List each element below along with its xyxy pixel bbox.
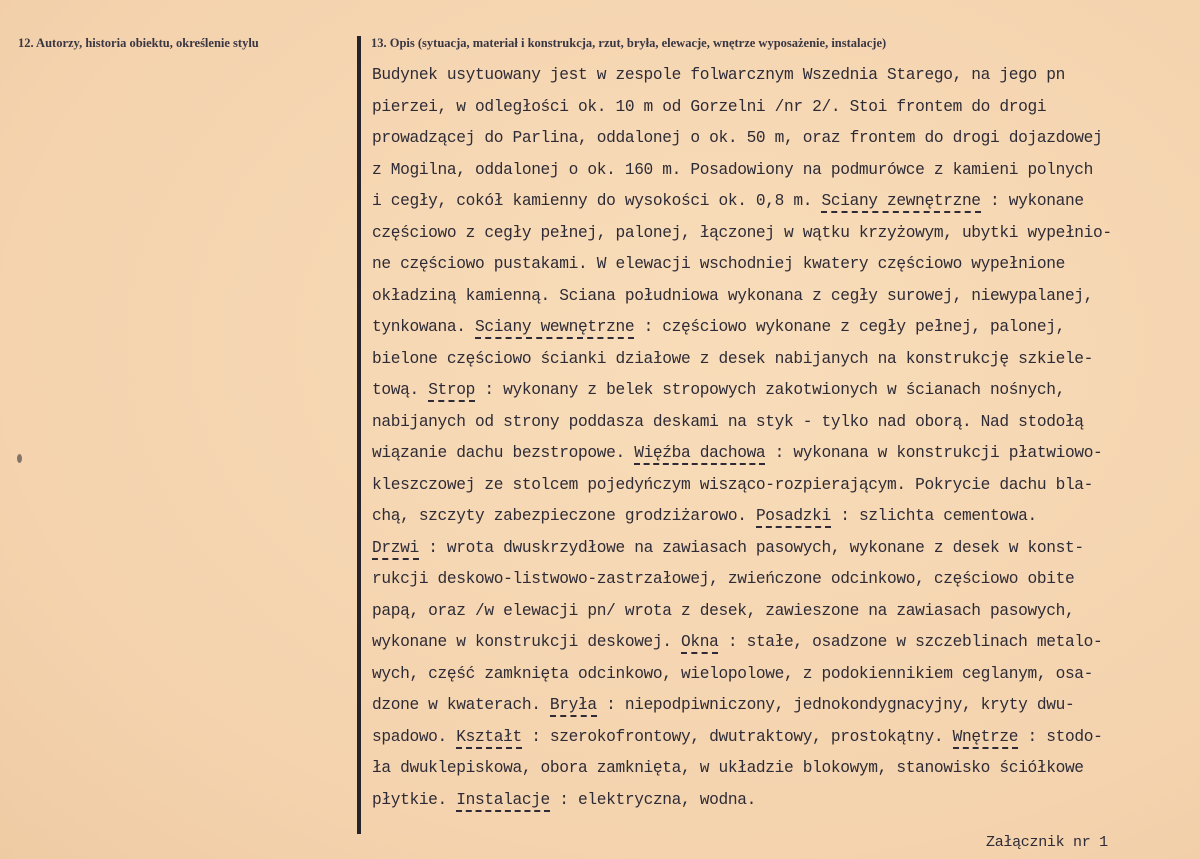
- text-segment: kleszczowej ze stolcem pojedyńczym wisząco-rozpierającym. Pokrycie dachu bla-: [372, 475, 1094, 494]
- text-segment: i cegły, cokół kamienny do wysokości ok. 0,8 m.: [372, 192, 822, 210]
- column-divider: [357, 36, 361, 834]
- text-line: [372, 501, 1162, 533]
- text-line: [372, 249, 1162, 281]
- description-text: [372, 60, 1162, 816]
- section-keyword: Instalacje: [456, 791, 550, 812]
- text-segment: dzone w kwaterach.: [372, 696, 550, 714]
- field-12-heading: 12. Autorzy, historia obiektu, określenie stylu: [18, 36, 259, 50]
- text-line: [372, 344, 1162, 376]
- section-keyword: Więźba dachowa: [634, 444, 765, 465]
- text-segment: wych, część zamknięta odcinkowo, wielopolowe, z podokiennikiem ceglanym, osa-: [372, 664, 1094, 683]
- text-line: [372, 375, 1162, 407]
- text-segment: : częściowo wykonane z cegły pełnej, palonej,: [634, 318, 1065, 336]
- text-line: [372, 722, 1162, 754]
- text-segment: wiązanie dachu bezstropowe.: [372, 444, 635, 462]
- section-keyword: Okna: [681, 633, 718, 654]
- section-keyword: Posadzki: [756, 507, 831, 528]
- text-segment: pierzei, w odległości ok. 10 m od Gorzelni /nr 2/. Stoi frontem do drogi: [372, 97, 1047, 116]
- text-segment: : wykonane: [980, 192, 1084, 210]
- text-segment: prowadzącej do Parlina, oddalonej o ok. 50 m, oraz frontem do drogi dojazdowej: [372, 129, 1103, 147]
- text-segment: okładziną kamienną. Sciana południowa wykonana z cegły surowej, niewypalanej,: [372, 286, 1094, 305]
- section-keyword: Strop: [428, 381, 475, 402]
- text-line: [372, 312, 1162, 344]
- text-line: [372, 123, 1162, 155]
- text-segment: : elektryczna, wodna.: [549, 790, 756, 809]
- text-segment: : szerokofrontowy, dwutraktowy, prostokątny.: [521, 727, 953, 746]
- section-keyword: Sciany zewnętrzne: [821, 192, 980, 213]
- text-segment: : wykonany z belek stropowych zakotwionych w ścianach nośnych,: [475, 381, 1065, 399]
- text-segment: ne częściowo pustakami. W elewacji wschodniej kwatery częściowo wypełnione: [372, 255, 1065, 273]
- text-line: [372, 155, 1162, 187]
- text-line: [372, 627, 1162, 659]
- text-line: [372, 407, 1162, 439]
- ink-smudge: [17, 454, 22, 463]
- text-segment: z Mogilna, oddalonej o ok. 160 m. Posadowiony na podmurówce z kamieni polnych: [372, 160, 1094, 179]
- text-segment: rukcji deskowo-listwowo-zastrzałowej, zwieńczone odcinkowo, częściowo obite: [372, 570, 1075, 588]
- text-segment: : wrota dwuskrzydłowe na zawiasach pasowych, wykonane z desek w konst-: [418, 538, 1084, 557]
- text-segment: papą, oraz /w elewacji pn/ wrota z desek, zawieszone na zawiasach pasowych,: [372, 601, 1075, 620]
- text-line: [372, 186, 1162, 218]
- section-keyword: Kształt: [456, 728, 522, 749]
- text-segment: tową.: [372, 381, 429, 399]
- text-segment: wykonane w konstrukcji deskowej.: [372, 633, 682, 651]
- text-segment: bielone częściowo ścianki działowe z desek nabijanych na konstrukcję szkiele-: [372, 349, 1094, 368]
- text-segment: ła dwuklepiskowa, obora zamknięta, w układzie blokowym, stanowisko ściółkowe: [372, 759, 1084, 777]
- text-segment: płytkie.: [372, 790, 457, 809]
- text-line: [372, 785, 1162, 817]
- text-segment: Budynek usytuowany jest w zespole folwarcznym Wszednia Starego, na jego pn: [372, 66, 1065, 84]
- section-keyword: Bryła: [550, 696, 597, 717]
- text-segment: chą, szczyty zabezpieczone grodziżarowo.: [372, 507, 756, 525]
- section-keyword: Wnętrze: [953, 728, 1019, 749]
- text-segment: : stałe, osadzone w szczeblinach metalo-: [718, 633, 1103, 651]
- text-line: [372, 533, 1162, 565]
- text-line: [372, 690, 1162, 722]
- text-line: [372, 92, 1162, 124]
- text-line: [372, 218, 1162, 250]
- section-keyword: Drzwi: [372, 539, 419, 560]
- text-segment: : stodo-: [1018, 727, 1103, 746]
- text-line: [372, 564, 1162, 596]
- text-line: [372, 659, 1162, 691]
- text-line: [372, 281, 1162, 313]
- text-segment: spadowo.: [372, 727, 457, 746]
- text-line: [372, 60, 1162, 92]
- text-line: [372, 753, 1162, 785]
- text-segment: częściowo z cegły pełnej, palonej, łączonej w wątku krzyżowym, ubytki wypełnio-: [372, 223, 1112, 242]
- text-line: [372, 470, 1162, 502]
- text-segment: : szlichta cementowa.: [830, 507, 1037, 525]
- text-segment: : wykonana w konstrukcji płatwiowo-: [765, 444, 1103, 462]
- field-13-heading: 13. Opis (sytuacja, materiał i konstrukcja, rzut, bryła, elewacje, wnętrze wyposażenie, instalacje): [371, 36, 887, 50]
- text-line: [372, 596, 1162, 628]
- text-segment: nabijanych od strony poddasza deskami na styk - tylko nad oborą. Nad stodołą: [372, 412, 1084, 431]
- text-segment: : niepodpiwniczony, jednokondygnacyjny, kryty dwu-: [596, 696, 1075, 714]
- section-keyword: Sciany wewnętrzne: [475, 318, 634, 339]
- text-line: [372, 438, 1162, 470]
- attachment-note: Załącznik nr 1: [986, 834, 1108, 851]
- text-segment: tynkowana.: [372, 318, 476, 336]
